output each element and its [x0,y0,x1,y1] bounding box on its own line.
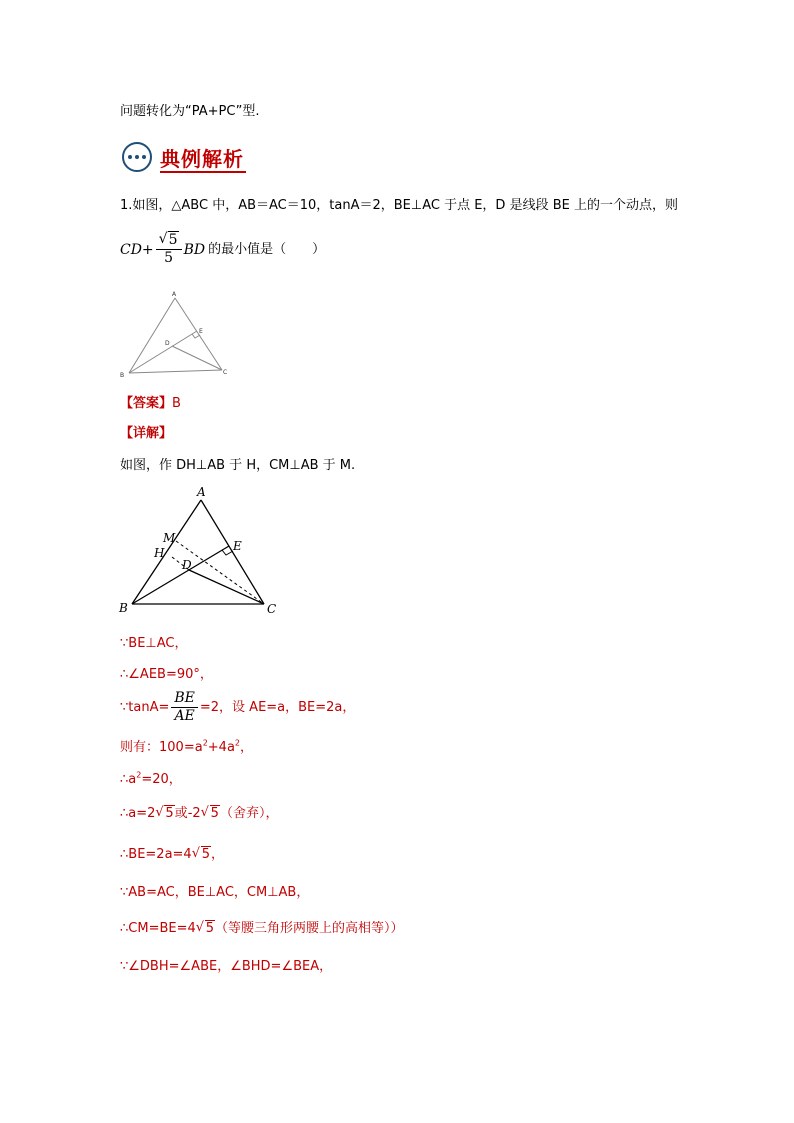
fig2-label-a: A [197,485,206,499]
answer-line [120,396,181,412]
step-7-text-a: ∴BE=2a=4 [120,847,192,862]
fig2-label-d: D [182,558,192,572]
step-4-exponent-2: 2 [234,738,241,748]
answer-label: 【答案】 [120,396,173,411]
fig2-segment-be [132,546,229,604]
step-6-text-c: （舍弃）， [219,806,279,821]
intro-line: 问题转化为“PA+PC”型. [120,104,260,119]
answer-value: B [172,396,181,411]
step-6-sqrt-1 [155,806,174,822]
step-9-sqrt [196,921,215,937]
fig1-label-a: A [172,291,177,298]
expr-cd: CD+ [120,241,154,258]
step-4-exponent-1: 2 [202,738,208,748]
step-5-exponent: 2 [136,770,142,780]
step-7-radicand: 5 [201,847,210,862]
fig1-label-b: B [120,372,125,379]
step-4-text-c: ， [240,740,254,755]
expr-fraction-numerator [156,232,182,250]
fig2-label-c: C [267,602,277,616]
step-10: ∵∠DBH=∠ABE，∠BHD=∠BEA， [120,959,333,974]
detail-label: 【详解】 [120,426,173,441]
step-9-text-a: ∴CM=BE=4 [120,921,196,936]
expr-fraction-denominator: 5 [164,250,174,266]
fig1-label-d: D [165,340,170,347]
step-3 [120,690,355,725]
step-8: ∵AB=AC，BE⊥AC，CM⊥AB， [120,885,310,900]
section-title-underline [160,171,246,173]
step-6 [120,806,278,822]
step-7-text-b: ， [210,847,224,862]
fig2-label-b: B [119,601,128,615]
fig1-label-c: C [223,369,228,376]
problem-tail: 的最小值是（ ） [208,241,326,257]
step-4-text-b: +4a [207,740,235,755]
step-7-sqrt [192,847,211,863]
step-5-text-b: =20， [141,772,182,787]
step-5-text-a: ∴a [120,772,137,787]
step-3-fraction [171,690,198,725]
fig1-side-bc [129,370,222,373]
figure-triangle-small [116,288,236,382]
step-7 [120,847,224,863]
construction-text: 如图，作 DH⊥AB 于 H，CM⊥AB 于 M. [120,458,356,473]
expr-radicand: 5 [168,232,178,248]
step-9 [120,921,404,937]
step-3-numerator: BE [171,690,198,708]
step-6-sqrt-2 [201,806,220,822]
step-5 [120,772,182,788]
step-9-radicand: 5 [205,921,215,936]
fig2-label-h: H [154,546,165,560]
fig1-label-e: E [199,328,203,335]
construction-line [120,458,355,474]
fig2-label-m: M [163,531,176,545]
fig2-dashed-cm [176,541,264,604]
section-title: 典例解析 [160,147,244,171]
step-3-denominator: AE [174,708,195,724]
step-4-text-a: 则有：100=a [120,740,203,755]
problem-statement: 1.如图，△ABC 中，AB＝AC＝10，tanA＝2，BE⊥AC 于点 E，D 是线段 BE 上的一个动点，则 [120,198,678,213]
fig1-side-ab [129,298,175,373]
expr-fraction [156,232,182,267]
step-6-text-a: ∴a=2 [120,806,156,821]
fig2-segment-cd [189,570,264,604]
section-ellipsis-icon [122,142,152,172]
step-6-radicand-1: 5 [165,806,174,821]
step-6-radicand-2: 5 [210,806,219,821]
figure-triangle-construction [116,484,286,618]
step-1: ∵BE⊥AC， [120,636,188,651]
dot-icon [128,155,132,159]
fig1-segment-be [129,331,197,373]
step-3-prefix: ∵tanA= [120,699,170,715]
expr-bd: BD [183,241,206,258]
dot-icon [135,155,139,159]
step-4 [120,740,253,756]
step-3-suffix: =2，设 AE=a，BE=2a， [199,699,356,715]
problem-expression [120,232,325,267]
dot-icon [142,155,146,159]
step-6-text-b: 或-2 [174,806,201,821]
fig2-label-e: E [233,539,242,553]
step-9-text-b: （等腰三角形两腰上的高相等）） [215,921,404,936]
step-2: ∴∠AEB=90°， [120,667,213,682]
